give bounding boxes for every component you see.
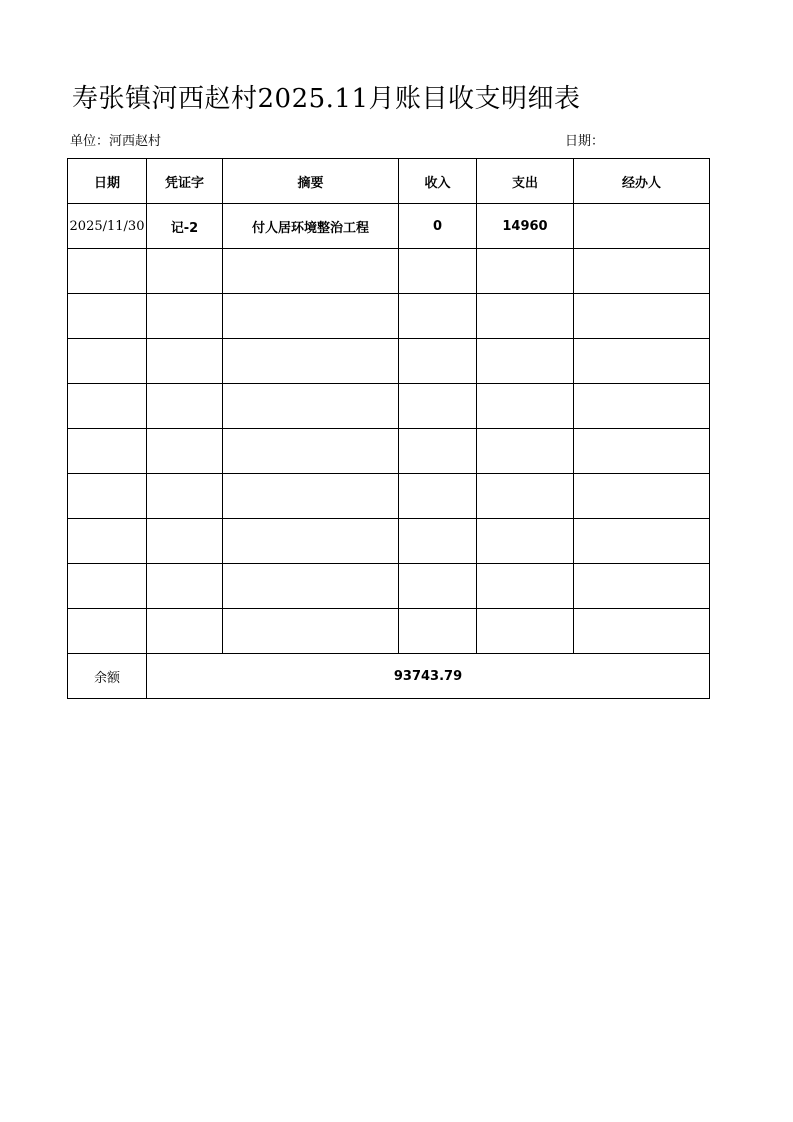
empty-cell xyxy=(68,429,147,474)
cell-handler xyxy=(574,204,710,249)
empty-cell xyxy=(147,384,223,429)
table-row-empty xyxy=(68,609,710,654)
empty-cell xyxy=(477,564,574,609)
table-row-empty xyxy=(68,519,710,564)
column-header-date: 日期 xyxy=(68,159,147,204)
empty-cell xyxy=(68,519,147,564)
empty-cell xyxy=(399,249,477,294)
table-row-empty xyxy=(68,429,710,474)
ledger-table xyxy=(67,158,710,699)
empty-cell xyxy=(574,249,710,294)
table-row xyxy=(68,204,710,249)
empty-cell xyxy=(147,609,223,654)
empty-cell xyxy=(223,519,399,564)
empty-cell xyxy=(477,339,574,384)
table-row-empty xyxy=(68,384,710,429)
column-header-handler: 经办人 xyxy=(574,159,710,204)
empty-cell xyxy=(477,429,574,474)
empty-cell xyxy=(68,474,147,519)
cell-income: 0 xyxy=(399,204,477,249)
empty-cell xyxy=(399,384,477,429)
empty-cell xyxy=(223,609,399,654)
empty-cell xyxy=(223,249,399,294)
table-row-empty xyxy=(68,564,710,609)
empty-cell xyxy=(399,294,477,339)
empty-cell xyxy=(147,564,223,609)
empty-cell xyxy=(68,384,147,429)
empty-cell xyxy=(223,474,399,519)
empty-cell xyxy=(147,519,223,564)
empty-cell xyxy=(477,474,574,519)
empty-cell xyxy=(477,384,574,429)
table-row-empty xyxy=(68,294,710,339)
empty-cell xyxy=(574,564,710,609)
cell-date: 2025/11/30 xyxy=(68,204,147,249)
empty-cell xyxy=(477,294,574,339)
empty-cell xyxy=(68,564,147,609)
table-row-empty xyxy=(68,249,710,294)
empty-cell xyxy=(223,339,399,384)
empty-cell xyxy=(399,609,477,654)
cell-expense: 14960 xyxy=(477,204,574,249)
balance-label: 余额 xyxy=(68,654,147,699)
column-header-income: 收入 xyxy=(399,159,477,204)
empty-cell xyxy=(574,429,710,474)
unit-label: 单位：河西赵村 xyxy=(70,134,162,149)
empty-cell xyxy=(574,519,710,564)
column-header-expense: 支出 xyxy=(477,159,574,204)
empty-cell xyxy=(399,474,477,519)
column-header-summary: 摘要 xyxy=(223,159,399,204)
empty-cell xyxy=(574,474,710,519)
empty-cell xyxy=(574,609,710,654)
empty-cell xyxy=(147,294,223,339)
table-row-empty xyxy=(68,474,710,519)
page-title: 寿张镇河西赵村2025.11月账目收支明细表 xyxy=(72,84,581,114)
empty-cell xyxy=(399,519,477,564)
empty-cell xyxy=(147,249,223,294)
table-row-empty xyxy=(68,339,710,384)
empty-cell xyxy=(574,294,710,339)
table-header-row xyxy=(68,159,710,204)
empty-cell xyxy=(68,339,147,384)
empty-cell xyxy=(147,474,223,519)
cell-summary: 付人居环境整治工程 xyxy=(223,204,399,249)
date-label: 日期： xyxy=(565,134,605,149)
column-header-voucher: 凭证字 xyxy=(147,159,223,204)
cell-voucher: 记-2 xyxy=(147,204,223,249)
empty-cell xyxy=(574,384,710,429)
balance-value: 93743.79 xyxy=(147,654,710,699)
empty-cell xyxy=(477,519,574,564)
empty-cell xyxy=(223,384,399,429)
empty-cell xyxy=(68,294,147,339)
empty-cell xyxy=(477,609,574,654)
empty-cell xyxy=(68,609,147,654)
empty-cell xyxy=(477,249,574,294)
empty-cell xyxy=(574,339,710,384)
empty-cell xyxy=(399,429,477,474)
empty-cell xyxy=(147,339,223,384)
empty-cell xyxy=(147,429,223,474)
balance-row xyxy=(68,654,710,699)
empty-cell xyxy=(399,564,477,609)
empty-cell xyxy=(223,294,399,339)
empty-cell xyxy=(223,429,399,474)
empty-cell xyxy=(399,339,477,384)
empty-cell xyxy=(223,564,399,609)
empty-cell xyxy=(68,249,147,294)
